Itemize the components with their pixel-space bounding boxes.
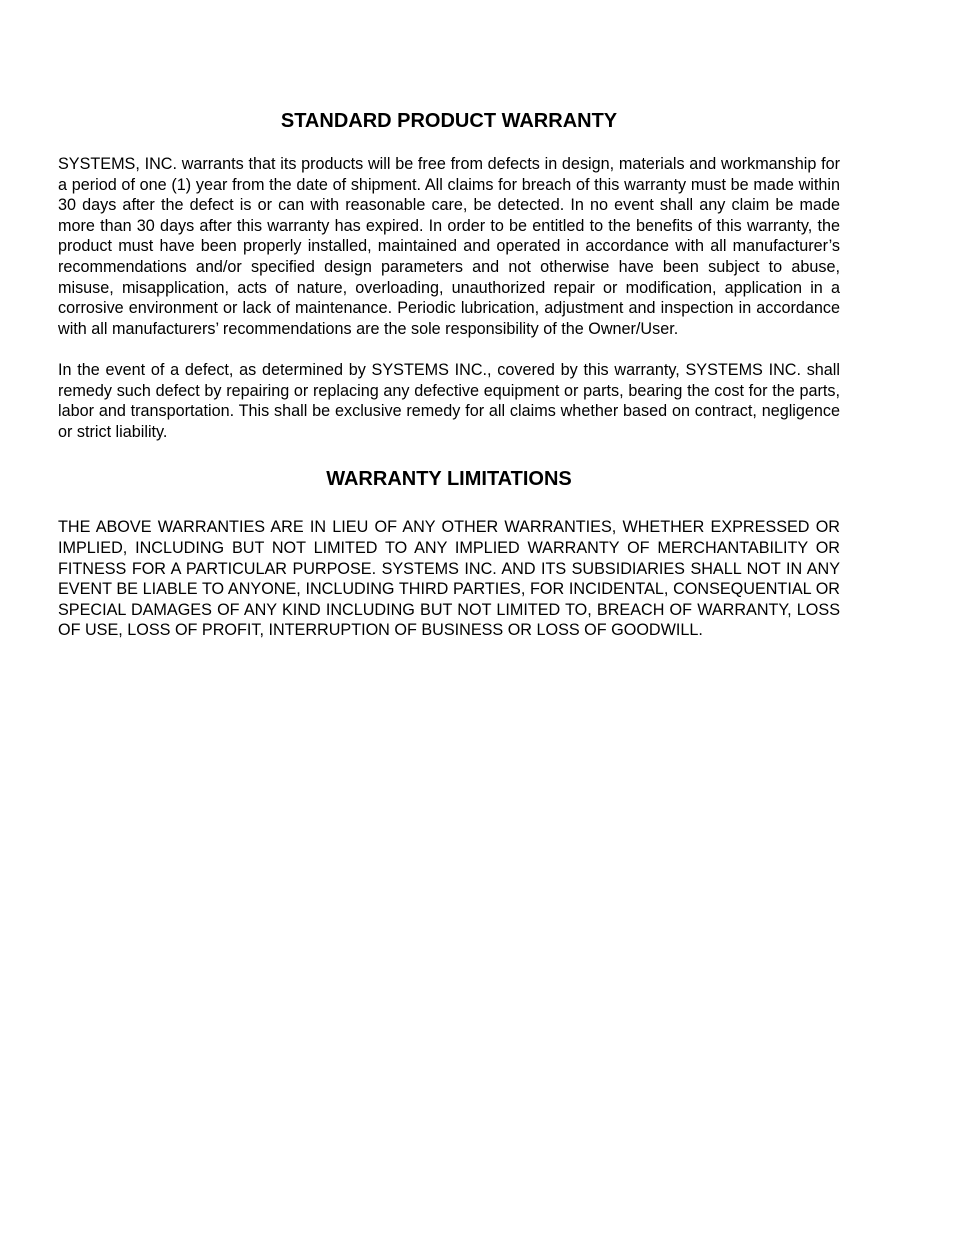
document-page	[58, 106, 840, 641]
limitations-title: WARRANTY LIMITATIONS	[326, 468, 572, 491]
warranty-paragraph-terms: SYSTEMS, INC. warrants that its products will be free from defects in design, materials and workmanship for a period of one (1) year from the date of shipment. All claims for breach of this warranty must be made within 30 days after the defect is or can with reasonable care, be detected. In no event shall any claim be made more than 30 days after this warranty has expired. In order to be entitled to the benefits of this warranty, the product must have been properly installed, maintained and operated in accordance with all manufacturer’s recommendations and/or specified design parameters and not otherwise have been subject to abuse, misuse, misapplication, acts of nature, overloading, unauthorized repair or modification, application in a corrosive environment or lack of maintenance. Periodic lubrication, adjustment and inspection in accordance with all manufacturers’ recommendations are the sole responsibility of the Owner/User.	[58, 155, 840, 338]
limitations-paragraph: THE ABOVE WARRANTIES ARE IN LIEU OF ANY OTHER WARRANTIES, WHETHER EXPRESSED OR IMPLIED, INCLUDING BUT NOT LIMITED TO ANY IMPLIED WARRANTY OF MERCHANTABILITY OR FITNESS FOR A PARTICULAR PURPOSE. SYSTEMS INC. AND ITS SUBSIDIARIES SHALL NOT IN ANY EVENT BE LIABLE TO ANYONE, INCLUDING THIRD PARTIES, FOR INCIDENTAL, CONSEQUENTIAL OR SPECIAL DAMAGES OF ANY KIND INCLUDING BUT NOT LIMITED TO, BREACH OF WARRANTY, LOSS OF USE, LOSS OF PROFIT, INTERRUPTION OF BUSINESS OR LOSS OF GOODWILL.	[58, 518, 840, 640]
warranty-title: STANDARD PRODUCT WARRANTY	[280, 110, 618, 132]
warranty-paragraph-remedy: In the event of a defect, as determined by SYSTEMS INC., covered by this warranty, SYSTEMS INC. shall remedy such defect by repairing or replacing any defective equipment or parts, bearing the cost for the parts, labor and transportation. This shall be exclusive remedy for all claims whether based on contract, negligence or strict liability.	[58, 360, 840, 441]
